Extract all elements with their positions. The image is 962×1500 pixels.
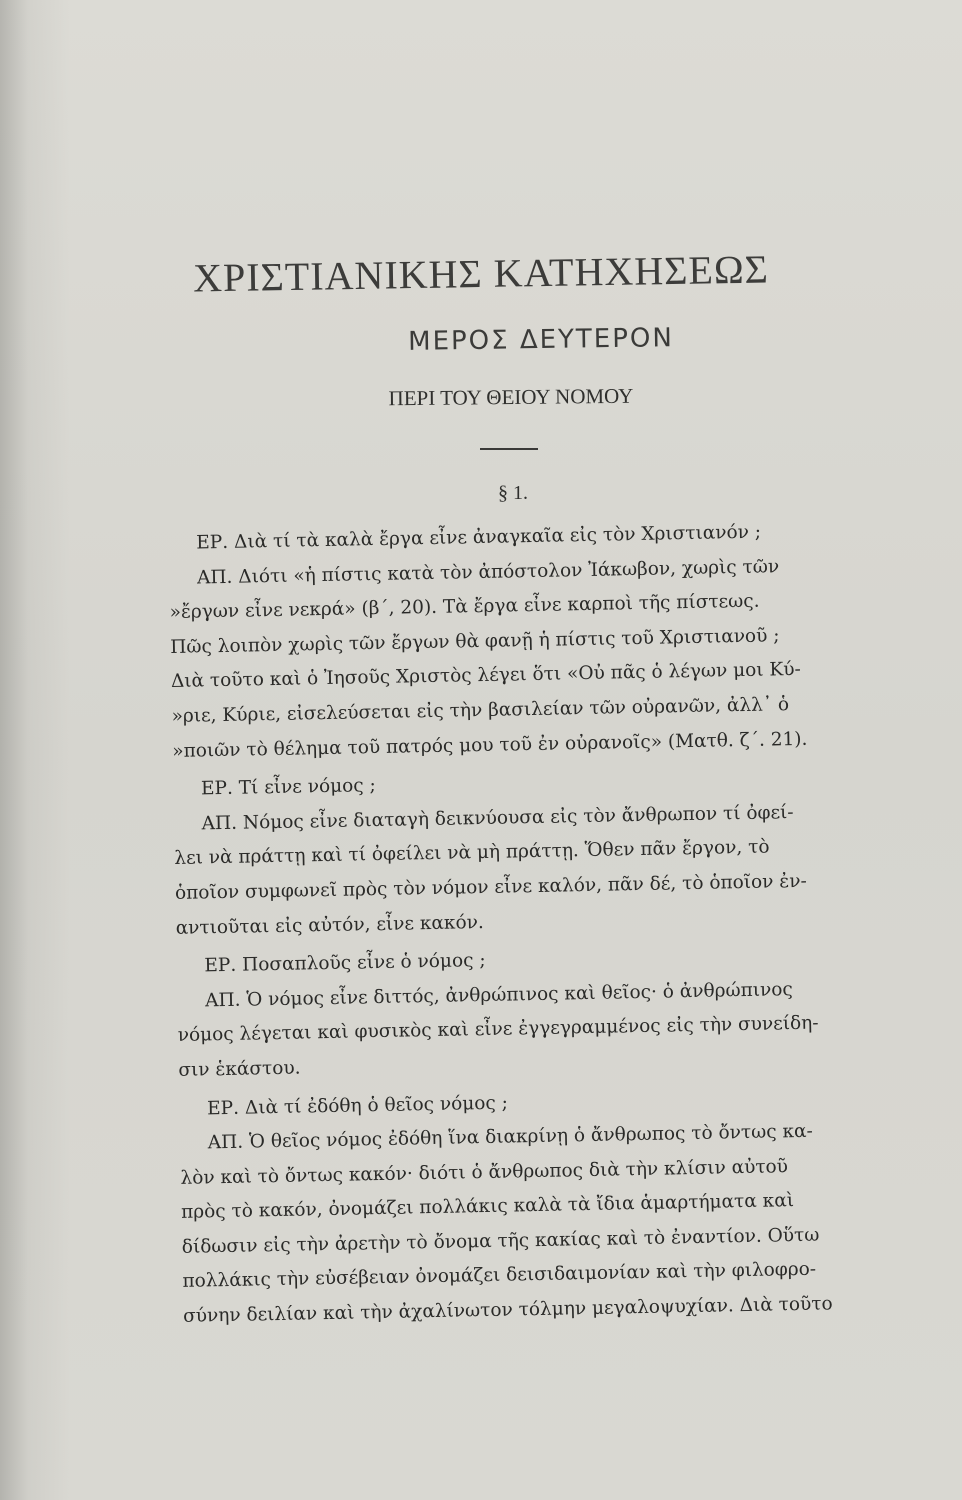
text-line: ΑΠ. Νόμος εἶνε διαταγὴ δεικνύουσα εἰς τὸν ἄνθρωπον τί ὀφεί- — [201, 801, 794, 835]
text-line: ΑΠ. Ὁ νόμος εἶνε διττός, ἀνθρώπινος καὶ θεῖος· ὁ ἀνθρώπινος — [204, 978, 794, 1012]
text-line: ΕΡ. Τί εἶνε νόμος ; — [200, 775, 376, 800]
page-edge-shadow — [0, 0, 70, 1500]
text-line: »ριε, Κύριε, εἰσελεύσεται εἰς τὴν βασιλείαν τῶν οὐρανῶν, ἀλλ᾽ ὁ — [171, 694, 790, 727]
text-line: ΕΡ. Διὰ τί ἐδόθη ὁ θεῖος νόμος ; — [206, 1092, 509, 1119]
part-heading: ΜΕΡΟΣ ΔΕΥΤΕΡΟΝ — [407, 323, 675, 357]
text-line: »ποιῶν τὸ θέλημα τοῦ πατρός μου τοῦ ἐν οὐρανοῖς» (Ματθ. ζ΄. 21). — [172, 728, 808, 762]
text-line: ΕΡ. Ποσαπλοῦς εἶνε ὁ νόμος ; — [204, 950, 486, 977]
text-line: σιν ἑκάστου. — [178, 1057, 301, 1081]
text-line: πρὸς τὸ κακόν, ὀνομάζει πολλάκις καλὰ τὰ ἴδια ἁμαρτήματα καὶ — [180, 1190, 795, 1224]
chapter-heading: ΠΕΡΙ ΤΟΥ ΘΕΙΟΥ ΝΟΜΟΥ — [388, 383, 634, 411]
text-line: Διὰ τοῦτο καὶ ὁ Ἰησοῦς Χριστὸς λέγει ὅτι «Οὐ πᾶς ὁ λέγων μοι Κύ- — [170, 659, 801, 693]
text-line: ΑΠ. Ὁ θεῖος νόμος ἐδόθη ἵνα διακρίνῃ ὁ ἄνθρωπος τὸ ὄντως κα- — [207, 1120, 813, 1154]
section-number: § 1. — [498, 482, 528, 504]
text-line: δίδωσιν εἰς τὴν ἀρετὴν τὸ ὄνομα τῆς κακίας καὶ τὸ ἐναντίον. Οὕτω — [181, 1224, 820, 1258]
catechism-text — [168, 513, 933, 1335]
text-line: αντιοῦται εἰς αὐτόν, εἶνε κακόν. — [175, 911, 484, 939]
text-line: πολλάκις τὴν εὐσέβειαν ὀνομάζει δεισιδαιμονίαν καὶ τὴν φιλοφρο- — [182, 1259, 817, 1293]
text-line: σύνην δειλίαν καὶ τὴν ἀχαλίνωτον τόλμην μεγαλοψυχίαν. Διὰ τοῦτο — [182, 1293, 833, 1327]
text-line: λὸν καὶ τὸ ὄντως κακόν· διότι ὁ ἄνθρωπος διὰ τὴν κλίσιν αὐτοῦ — [180, 1155, 789, 1189]
text-line: ΕΡ. Διὰ τί τὰ καλὰ ἔργα εἶνε ἀναγκαῖα εἰς τὸν Χριστιανόν ; — [196, 521, 762, 554]
text-line: νόμος λέγεται καὶ φυσικὸς καὶ εἶνε ἐγγεγραμμένος εἰς τὴν συνείδη- — [177, 1012, 819, 1047]
book-title: ΧΡΙΣΤΙΑΝΙΚΗΣ ΚΑΤΗΧΗΣΕΩΣ — [192, 246, 770, 301]
text-line: Πῶς λοιπὸν χωρὶς τῶν ἔργων θὰ φανῇ ἡ πίστις τοῦ Χριστιανοῦ ; — [170, 625, 780, 658]
divider-rule — [480, 448, 538, 450]
text-line: ὁποῖον συμφωνεῖ πρὸς τὸν νόμον εἶνε καλόν, πᾶν δέ, τὸ ὁποῖον ἐν- — [174, 870, 807, 904]
text-line: λει νὰ πράττῃ καὶ τί ὀφείλει νὰ μὴ πράττῃ. Ὅθεν πᾶν ἔργον, τὸ — [174, 836, 770, 870]
text-line: ΑΠ. Διότι «ἡ πίστις κατὰ τὸν ἀπόστολον Ἰάκωβον, χωρὶς τῶν — [196, 555, 780, 589]
text-line: »ἔργων εἶνε νεκρά» (β΄, 20). Τὰ ἔργα εἶνε καρποὶ τῆς πίστεως. — [169, 590, 760, 624]
